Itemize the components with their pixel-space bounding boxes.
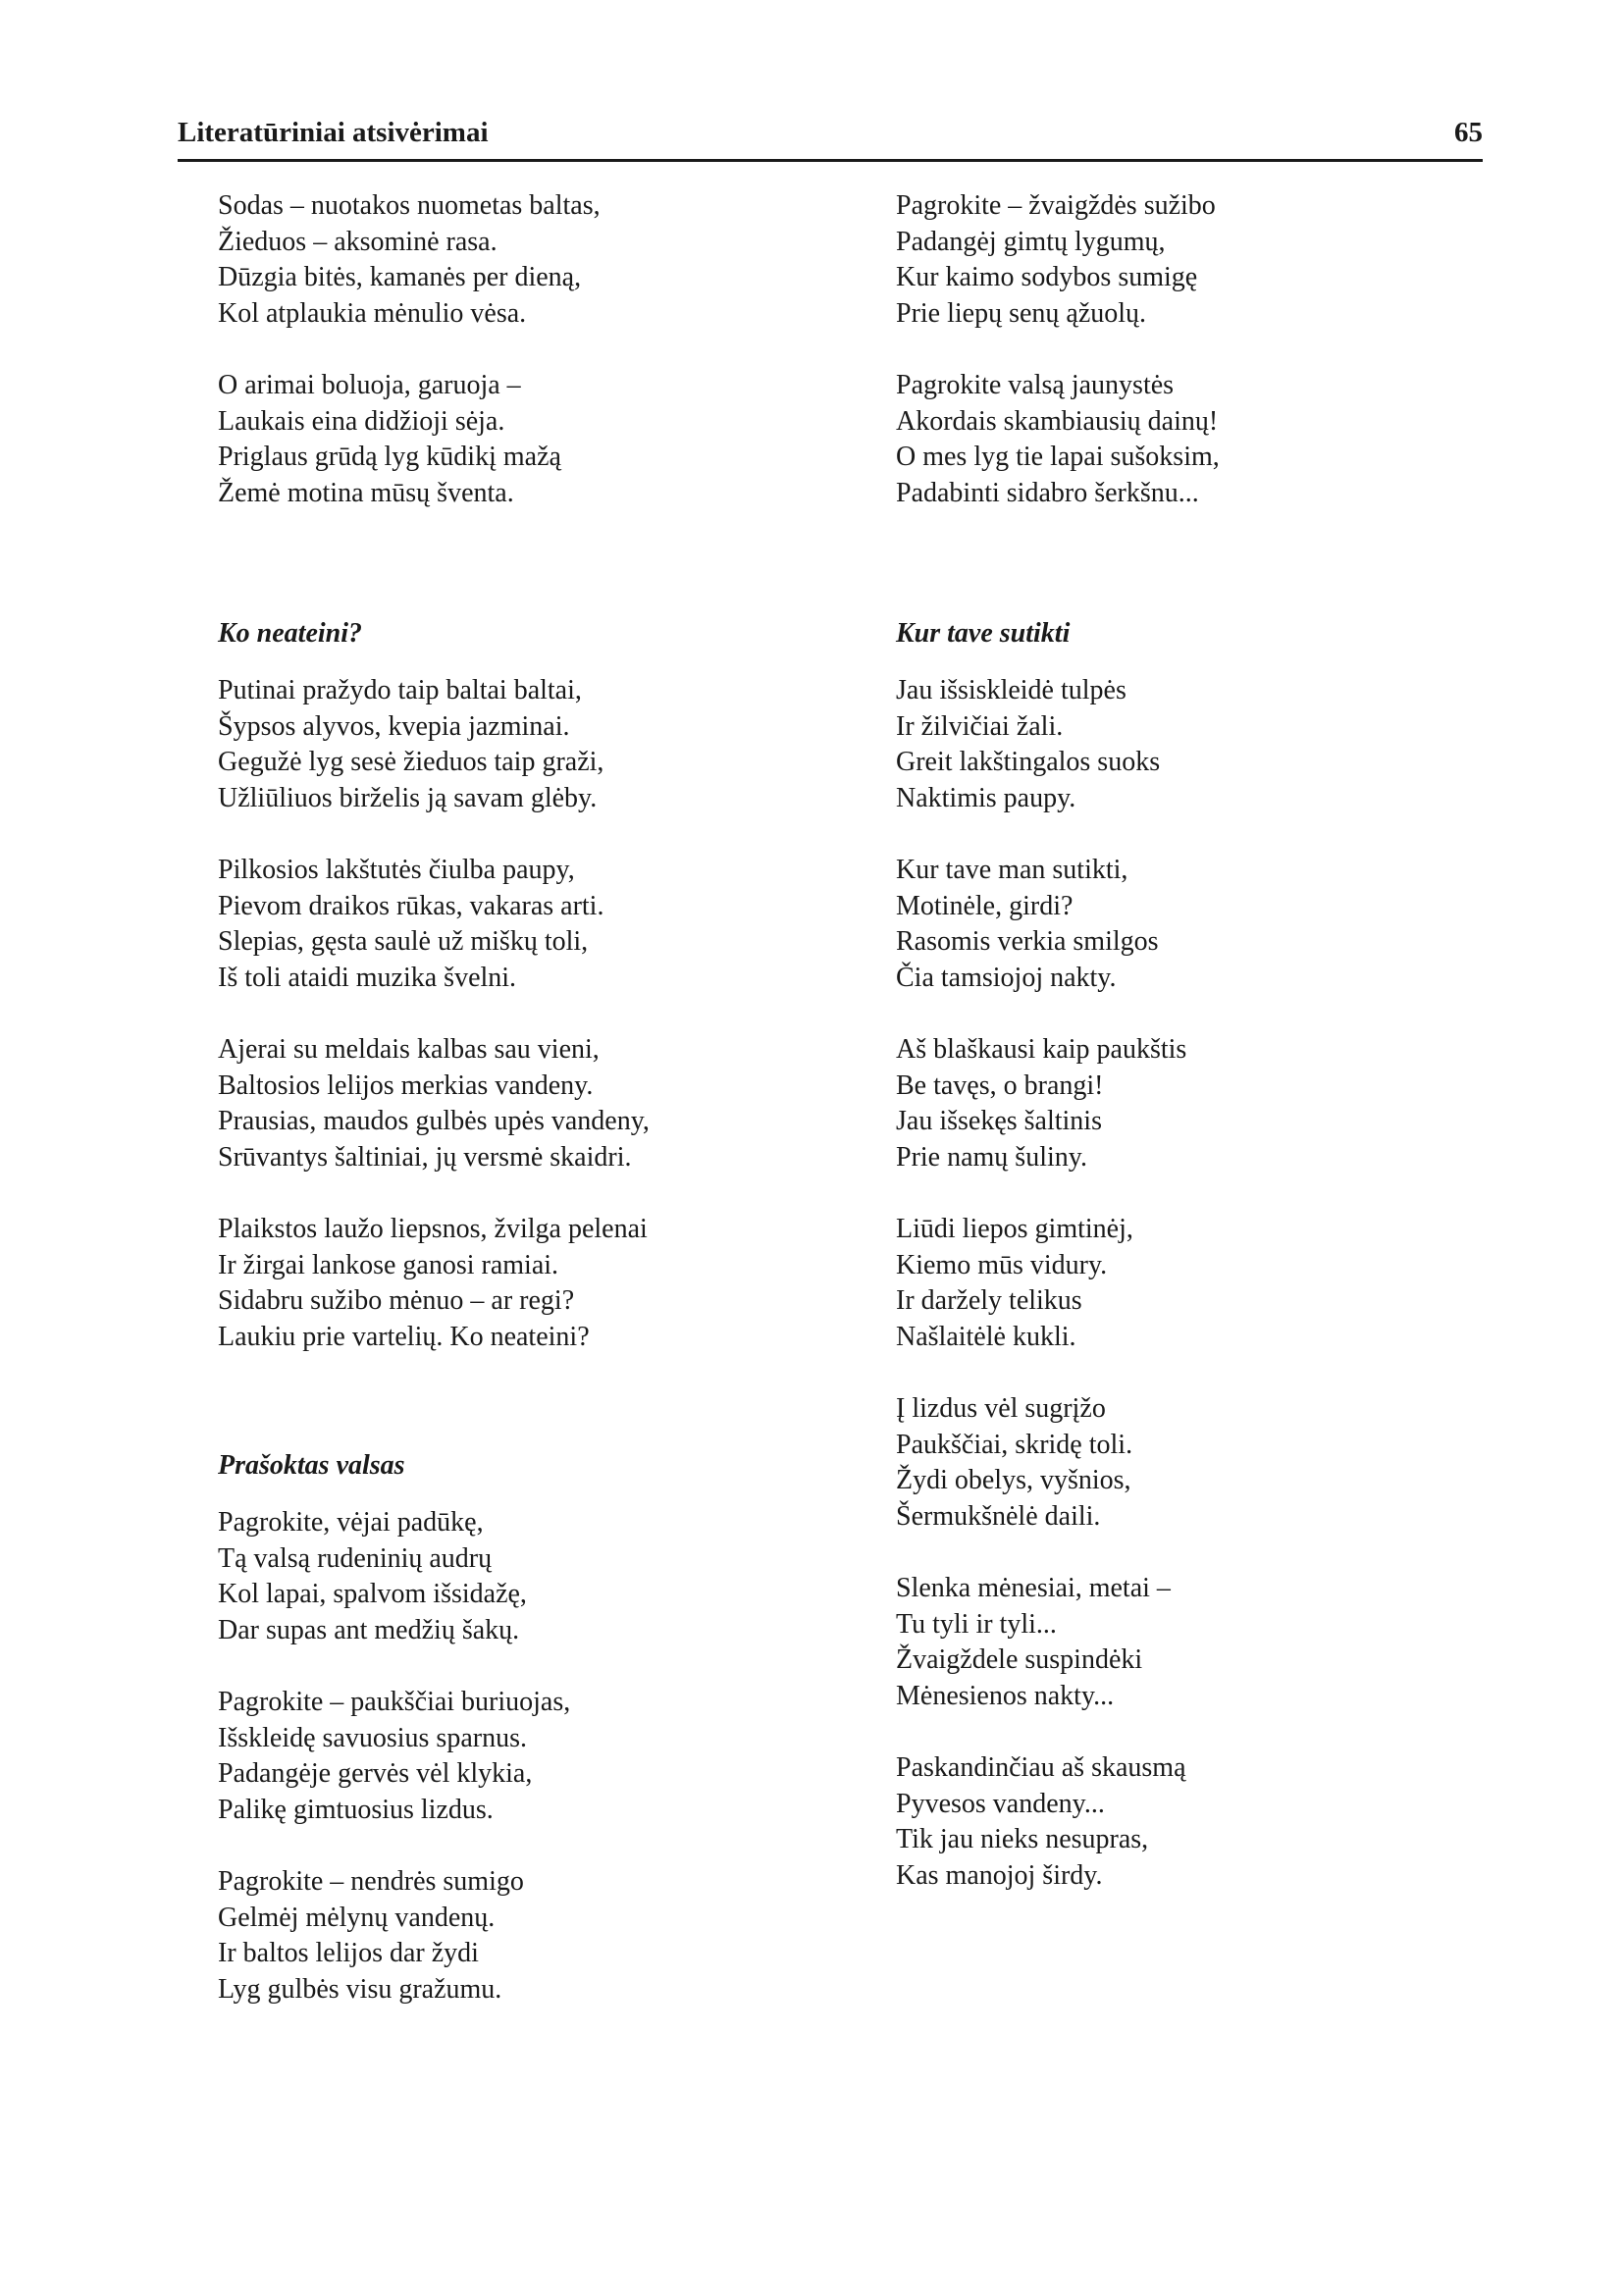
verse-line: Padangėj gimtų lygumų, <box>896 226 1166 257</box>
verse-line: Greit lakštingalos suoks <box>896 747 1161 777</box>
stanza <box>896 1571 1445 1714</box>
stanza <box>896 368 1445 511</box>
verse-line: Žvaigždele suspindėki <box>896 1644 1143 1675</box>
verse-line: Srūvantys šaltiniai, jų versmė skaidri. <box>218 1141 632 1173</box>
verse-line: Paskandinčiau aš skausmą <box>896 1752 1186 1783</box>
verse-line: Pagrokite – paukščiai buriuojas, <box>218 1687 571 1717</box>
verse-line: Našlaitėlė kukli. <box>896 1321 1076 1352</box>
verse-line: Jau išsiskleidė tulpės <box>896 675 1126 705</box>
poem-title: Prašoktas valsas <box>218 1450 405 1481</box>
verse-line: Pagrokite – žvaigždės sužibo <box>896 190 1216 221</box>
verse-line: Išskleidę savuosius sparnus. <box>218 1722 527 1753</box>
verse-line: Akordais skambiausių dainų! <box>896 405 1219 437</box>
verse-line: Aš blaškausi kaip paukštis <box>896 1034 1187 1065</box>
verse-line: Pagrokite, vėjai padūkę, <box>218 1507 484 1538</box>
verse-line: Pievom draikos rūkas, vakaras arti. <box>218 890 604 921</box>
verse-line: Prausias, maudos gulbės upės vandeny, <box>218 1106 650 1136</box>
verse-line: Dūzgia bitės, kamanės per dieną, <box>218 262 582 292</box>
left-column <box>218 188 767 2044</box>
stanza <box>896 188 1445 332</box>
stanza <box>896 673 1445 816</box>
verse-line: Motinėle, girdi? <box>896 890 1074 921</box>
poem-kur-tave-sutikti <box>896 616 1445 1894</box>
stanza <box>218 1212 767 1355</box>
verse-line: O mes lyg tie lapai sušoksim, <box>896 442 1220 472</box>
poem-title: Kur tave sutikti <box>896 618 1071 649</box>
verse-line: Lyg gulbės visu gražumu. <box>218 1973 502 2005</box>
verse-line: Užliūliuos birželis ją savam glėby. <box>218 782 598 813</box>
verse-line: Kiemo mūs vidury. <box>896 1249 1108 1280</box>
verse-line: Sodas – nuotakos nuometas baltas, <box>218 190 601 221</box>
verse-line: Pilkosios lakštutės čiulba paupy, <box>218 855 575 885</box>
verse-line: Slepias, gęsta saulė už miškų toli, <box>218 926 589 957</box>
verse-line: Baltosios lelijos merkias vandeny. <box>218 1069 594 1101</box>
verse-line: Ir daržely telikus <box>896 1285 1082 1316</box>
verse-line: Pyvesos vandeny... <box>896 1788 1105 1819</box>
verse-line: Pagrokite valsą jaunystės <box>896 370 1175 400</box>
page-header <box>178 116 1483 162</box>
verse-line: Padangėje gervės vėl klykia, <box>218 1758 533 1789</box>
stanza <box>218 673 767 816</box>
right-column <box>896 188 1445 1930</box>
verse-line: Naktimis paupy. <box>896 782 1076 813</box>
verse-line: Šypsos alyvos, kvepia jazminai. <box>218 710 570 742</box>
verse-line: Mėnesienos nakty... <box>896 1680 1115 1711</box>
verse-line: Žydi obelys, vyšnios, <box>896 1465 1131 1495</box>
verse-line: Laukiu prie vartelių. Ko neateini? <box>218 1321 590 1352</box>
verse-line: Kol lapai, spalvom išsidažę, <box>218 1579 527 1609</box>
verse-line: Čia tamsiojoj nakty. <box>896 962 1117 993</box>
verse-line: O arimai boluoja, garuoja – <box>218 370 521 400</box>
verse-line: Žemė motina mūsų šventa. <box>218 477 514 508</box>
verse-line: Sidabru sužibo mėnuo – ar regi? <box>218 1285 575 1316</box>
verse-line: Slenka mėnesiai, metai – <box>896 1573 1171 1603</box>
stanza <box>896 1391 1445 1535</box>
poem-left-1 <box>218 188 767 511</box>
verse-line: Kur tave man sutikti, <box>896 855 1128 885</box>
stanza <box>218 1505 767 1648</box>
verse-line: Iš toli ataidi muzika švelni. <box>218 962 517 993</box>
verse-line: Rasomis verkia smilgos <box>896 926 1159 957</box>
verse-line: Gelmėj mėlynų vandenų. <box>218 1902 496 1933</box>
stanza <box>896 1750 1445 1894</box>
poem-ko-neateini <box>218 616 767 1355</box>
verse-line: Kol atplaukia mėnulio vėsa. <box>218 297 527 329</box>
verse-line: Kur kaimo sodybos sumigę <box>896 262 1198 292</box>
stanza <box>896 853 1445 996</box>
verse-line: Gegužė lyg sesė žieduos taip graži, <box>218 747 604 777</box>
verse-line: Jau išsekęs šaltinis <box>896 1106 1102 1136</box>
verse-line: Plaikstos laužo liepsnos, žvilga pelenai <box>218 1214 648 1244</box>
verse-line: Tik jau nieks nesupras, <box>896 1824 1149 1854</box>
verse-line: Laukais eina didžioji sėja. <box>218 405 505 437</box>
stanza <box>218 188 767 332</box>
verse-line: Prie namų šuliny. <box>896 1141 1087 1173</box>
verse-line: Tu tyli ir tyli... <box>896 1608 1057 1640</box>
poem-right-1 <box>896 188 1445 511</box>
poem-title: Ko neateini? <box>218 618 363 649</box>
verse-line: Į lizdus vėl sugrįžo <box>896 1393 1106 1424</box>
stanza <box>896 1212 1445 1355</box>
verse-line: Prie liepų senų ąžuolų. <box>896 297 1147 329</box>
verse-line: Dar supas ant medžių šakų. <box>218 1614 520 1645</box>
verse-line: Pagrokite – nendrės sumigo <box>218 1866 524 1897</box>
verse-line: Priglaus grūdą lyg kūdikį mažą <box>218 442 561 472</box>
verse-line: Ir žirgai lankose ganosi ramiai. <box>218 1249 559 1280</box>
stanza <box>218 853 767 996</box>
verse-line: Tą valsą rudeninių audrų <box>218 1542 493 1574</box>
stanza <box>218 1685 767 1828</box>
running-title: Literatūriniai atsivėrimai <box>178 117 489 148</box>
verse-line: Ajerai su meldais kalbas sau vieni, <box>218 1034 600 1065</box>
verse-line: Padabinti sidabro šerkšnu... <box>896 477 1199 508</box>
verse-line: Paukščiai, skridę toli. <box>896 1429 1133 1460</box>
stanza <box>218 368 767 511</box>
stanza <box>218 1864 767 2008</box>
verse-line: Liūdi liepos gimtinėj, <box>896 1214 1133 1244</box>
page-number: 65 <box>1454 117 1483 148</box>
verse-line: Putinai pražydo taip baltai baltai, <box>218 675 582 705</box>
stanza <box>896 1032 1445 1175</box>
verse-line: Palikę gimtuosius lizdus. <box>218 1794 494 1825</box>
poem-prasoktas-valsas <box>218 1448 767 2008</box>
verse-line: Šermukšnėlė daili. <box>896 1500 1101 1532</box>
verse-line: Ir žilvičiai žali. <box>896 710 1064 742</box>
stanza <box>218 1032 767 1175</box>
verse-line: Ir baltos lelijos dar žydi <box>218 1938 479 1968</box>
verse-line: Be tavęs, o brangi! <box>896 1069 1104 1101</box>
verse-line: Kas manojoj širdy. <box>896 1859 1103 1891</box>
verse-line: Žieduos – aksominė rasa. <box>218 226 498 257</box>
